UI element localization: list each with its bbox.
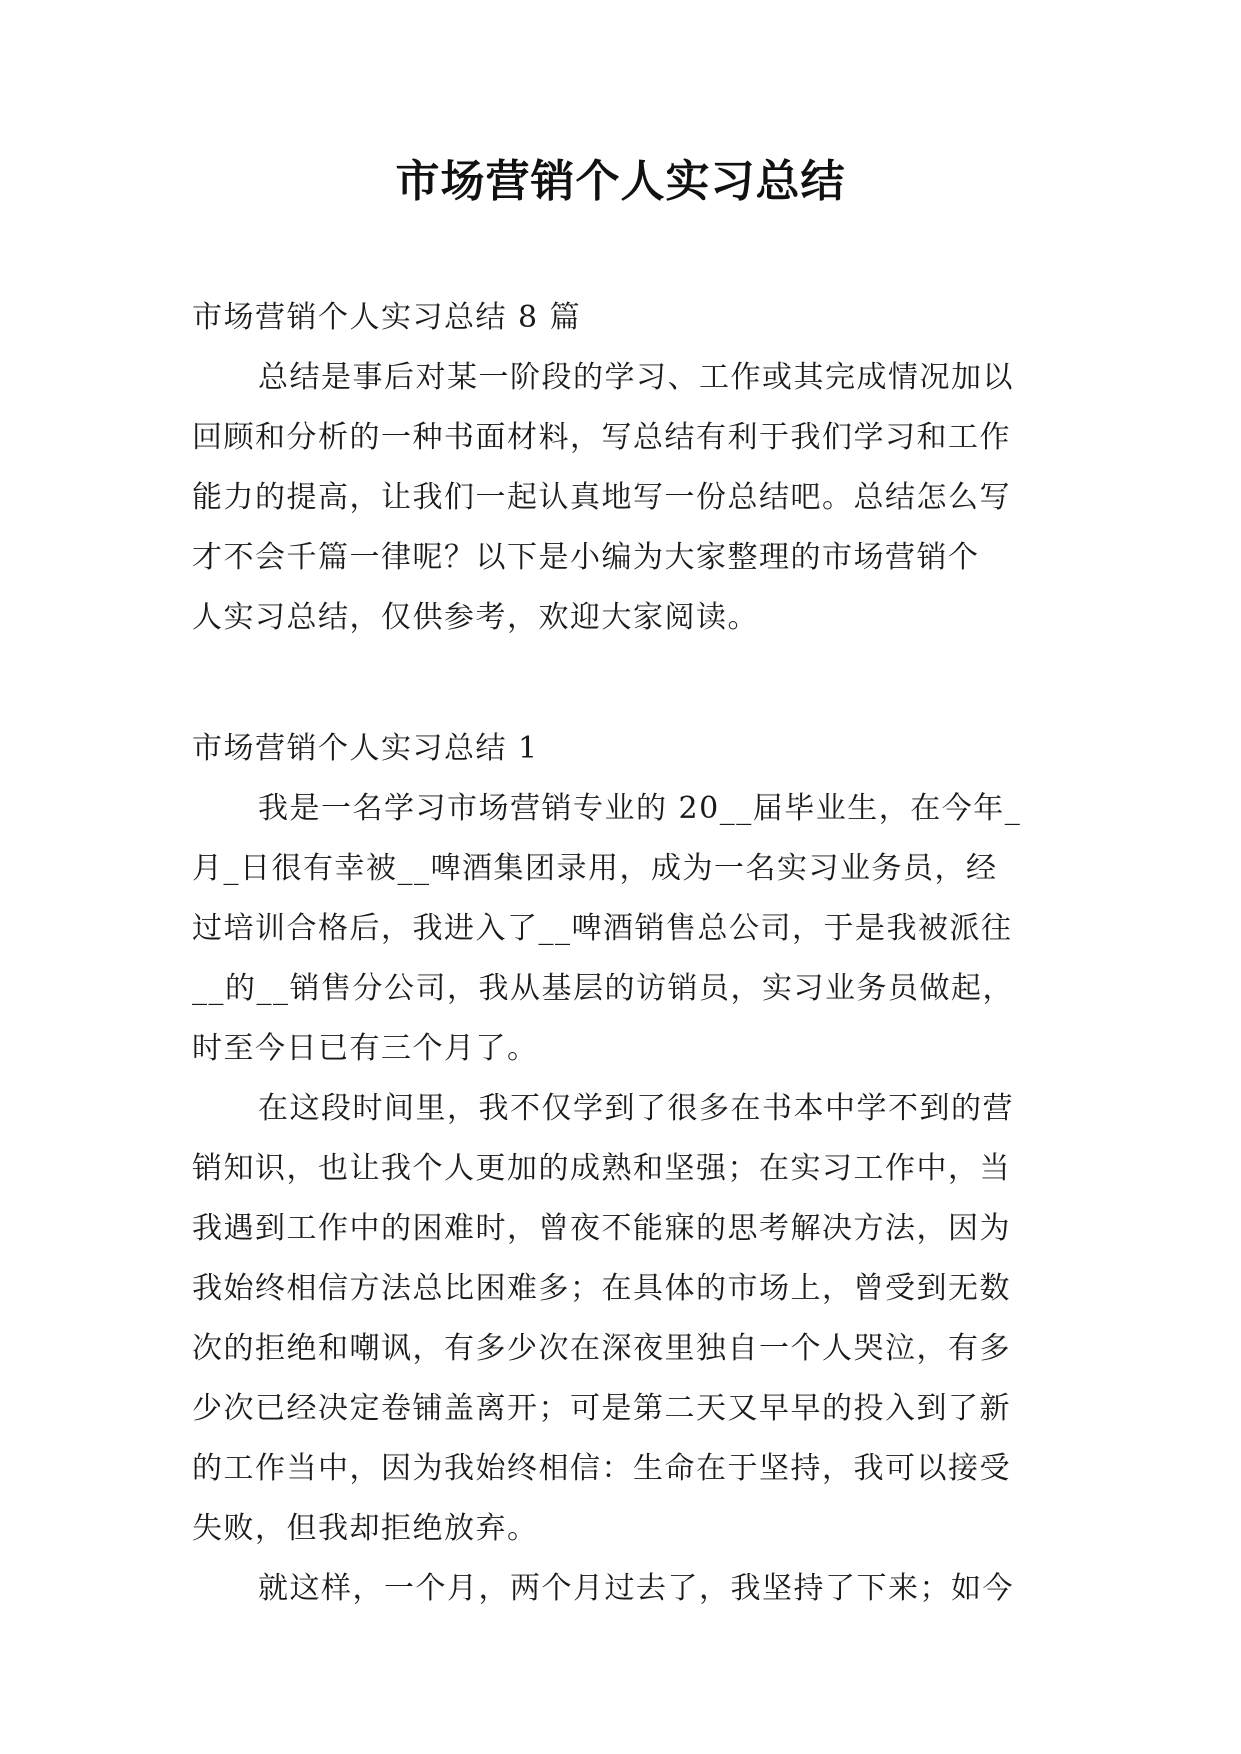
paragraph-line: 少次已经决定卷铺盖离开；可是第二天又早早的投入到了新: [192, 1391, 1011, 1426]
paragraph-line: 我是一名学习市场营销专业的 20__届毕业生，在今年_: [258, 791, 1022, 826]
paragraph-line: 的工作当中，因为我始终相信：生命在于坚持，我可以接受: [192, 1451, 1011, 1486]
section1-paragraph-3: [192, 1559, 1068, 1619]
document-title: 市场营销个人实习总结: [395, 156, 846, 207]
paragraph-line: 过培训合格后，我进入了__啤酒销售总公司，于是我被派往: [192, 911, 1013, 946]
subtitle: 市场营销个人实习总结 8 篇: [192, 300, 582, 335]
intro-paragraph: [192, 348, 1068, 648]
section-heading: 市场营销个人实习总结 1: [192, 731, 539, 766]
paragraph-line: 次的拒绝和嘲讽，有多少次在深夜里独自一个人哭泣，有多: [192, 1331, 1011, 1366]
paragraph-line: 在这段时间里，我不仅学到了很多在书本中学不到的营: [258, 1091, 1014, 1126]
paragraph-line: 我遇到工作中的困难时，曾夜不能寐的思考解决方法，因为: [192, 1211, 1011, 1246]
paragraph-line: 才不会千篇一律呢？以下是小编为大家整理的市场营销个: [192, 540, 980, 575]
paragraph-line: __的__销售分公司，我从基层的访销员，实习业务员做起，: [192, 971, 1014, 1006]
section1-paragraph-1: [192, 779, 1068, 1079]
paragraph-line: 能力的提高，让我们一起认真地写一份总结吧。总结怎么写: [192, 480, 1011, 515]
section1-paragraph-2: [192, 1079, 1068, 1559]
paragraph-line: 失败，但我却拒绝放弃。: [192, 1511, 539, 1546]
paragraph-line: 回顾和分析的一种书面材料，写总结有利于我们学习和工作: [192, 420, 1011, 455]
paragraph-line: 我始终相信方法总比困难多；在具体的市场上，曾受到无数: [192, 1271, 1011, 1306]
paragraph-line: 月_日很有幸被__啤酒集团录用，成为一名实习业务员，经: [192, 851, 998, 886]
document-body: [192, 288, 1068, 1619]
paragraph-line: 时至今日已有三个月了。: [192, 1031, 539, 1066]
paragraph-line: 就这样，一个月，两个月过去了，我坚持了下来；如今: [258, 1571, 1014, 1606]
section-spacer: [192, 648, 1068, 719]
paragraph-line: 总结是事后对某一阶段的学习、工作或其完成情况加以: [258, 360, 1014, 395]
paragraph-line: 销知识，也让我个人更加的成熟和坚强；在实习工作中，当: [192, 1151, 1011, 1186]
paragraph-line: 人实习总结，仅供参考，欢迎大家阅读。: [192, 600, 759, 635]
